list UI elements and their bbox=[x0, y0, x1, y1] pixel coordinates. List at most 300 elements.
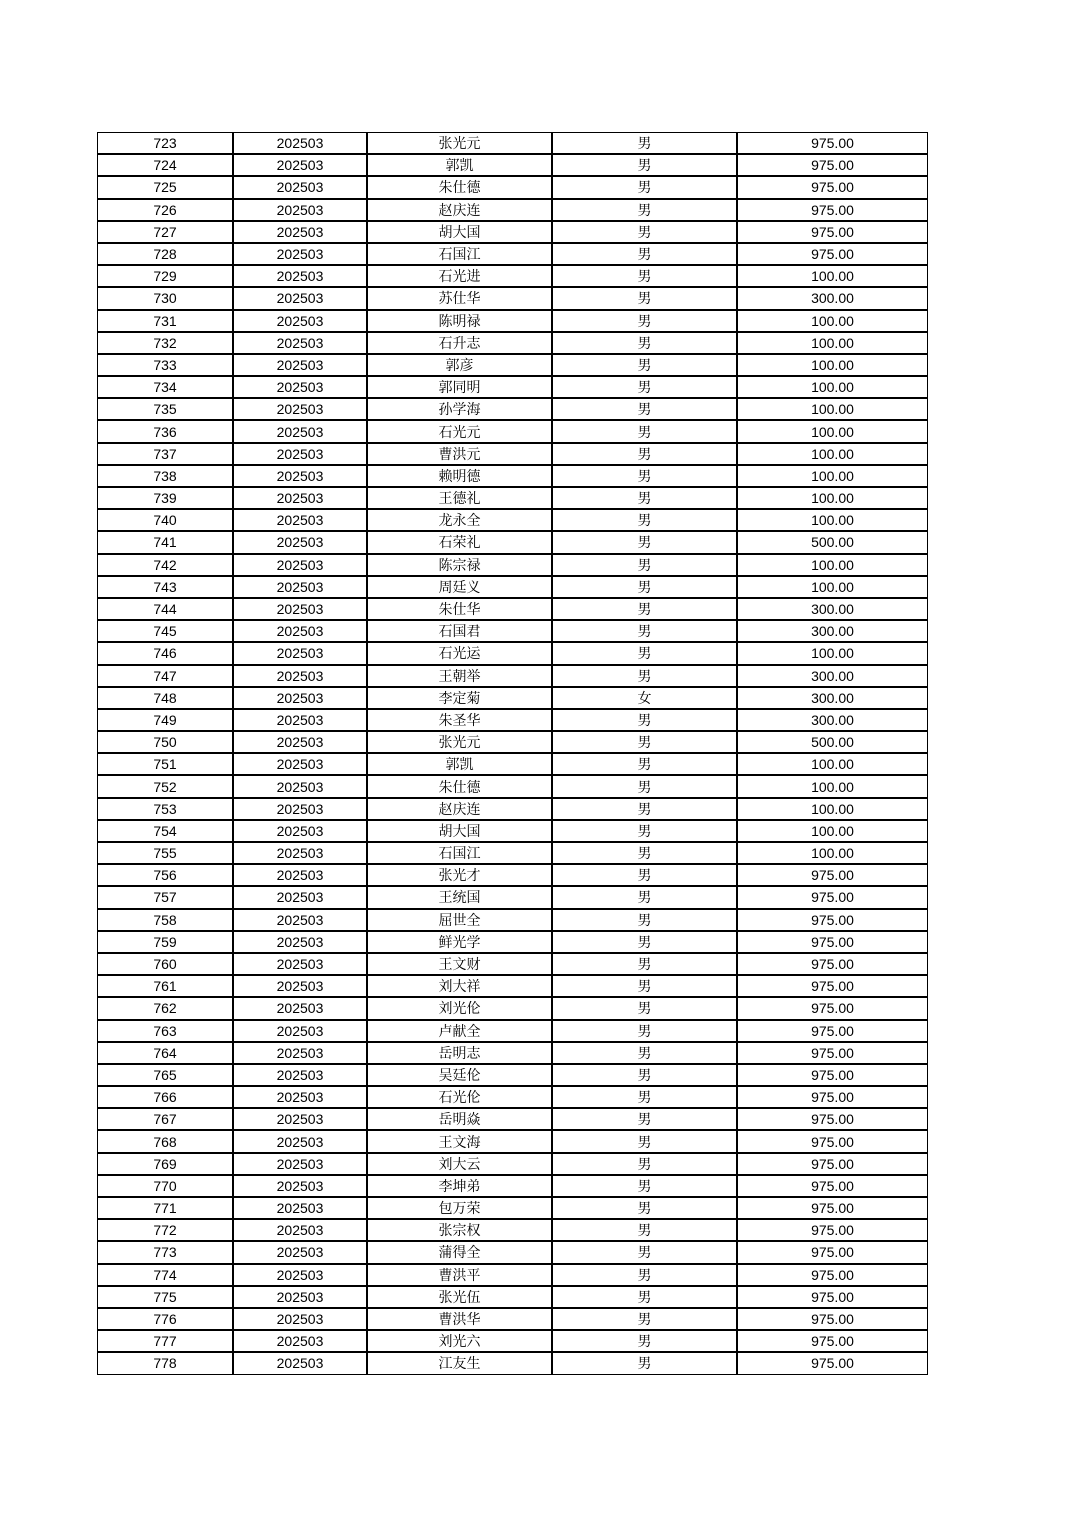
cell-amount: 100.00 bbox=[737, 265, 928, 287]
cell-gender: 男 bbox=[552, 1064, 737, 1086]
cell-name: 张光才 bbox=[367, 864, 552, 886]
cell-amount: 975.00 bbox=[737, 1197, 928, 1219]
cell-period: 202503 bbox=[233, 997, 367, 1019]
cell-amount: 975.00 bbox=[737, 199, 928, 221]
cell-seq: 765 bbox=[97, 1064, 233, 1086]
cell-amount: 975.00 bbox=[737, 1219, 928, 1241]
cell-period: 202503 bbox=[233, 354, 367, 376]
cell-amount: 300.00 bbox=[737, 598, 928, 620]
table-row bbox=[97, 265, 928, 287]
cell-seq: 766 bbox=[97, 1086, 233, 1108]
table-row bbox=[97, 1197, 928, 1219]
cell-gender: 男 bbox=[552, 398, 737, 420]
cell-amount: 975.00 bbox=[737, 953, 928, 975]
table-row bbox=[97, 798, 928, 820]
cell-name: 王文海 bbox=[367, 1130, 552, 1152]
cell-name: 包万荣 bbox=[367, 1197, 552, 1219]
cell-period: 202503 bbox=[233, 1153, 367, 1175]
cell-amount: 975.00 bbox=[737, 1020, 928, 1042]
cell-seq: 764 bbox=[97, 1042, 233, 1064]
cell-gender: 男 bbox=[552, 931, 737, 953]
cell-amount: 100.00 bbox=[737, 554, 928, 576]
cell-name: 陈明禄 bbox=[367, 310, 552, 332]
table-row bbox=[97, 1130, 928, 1152]
cell-gender: 男 bbox=[552, 1175, 737, 1197]
cell-amount: 975.00 bbox=[737, 1042, 928, 1064]
cell-gender: 女 bbox=[552, 687, 737, 709]
cell-gender: 男 bbox=[552, 1219, 737, 1241]
cell-name: 曹洪华 bbox=[367, 1308, 552, 1330]
cell-gender: 男 bbox=[552, 576, 737, 598]
payment-record-table bbox=[97, 132, 928, 1375]
table-row bbox=[97, 1042, 928, 1064]
cell-name: 石荣礼 bbox=[367, 531, 552, 553]
cell-period: 202503 bbox=[233, 709, 367, 731]
cell-period: 202503 bbox=[233, 554, 367, 576]
cell-name: 王文财 bbox=[367, 953, 552, 975]
cell-name: 张光元 bbox=[367, 132, 552, 154]
cell-amount: 100.00 bbox=[737, 775, 928, 797]
cell-period: 202503 bbox=[233, 1064, 367, 1086]
table-row bbox=[97, 775, 928, 797]
cell-period: 202503 bbox=[233, 132, 367, 154]
table-row bbox=[97, 132, 928, 154]
cell-name: 石国江 bbox=[367, 243, 552, 265]
cell-period: 202503 bbox=[233, 176, 367, 198]
cell-period: 202503 bbox=[233, 443, 367, 465]
cell-name: 张宗权 bbox=[367, 1219, 552, 1241]
table-row bbox=[97, 1175, 928, 1197]
cell-gender: 男 bbox=[552, 199, 737, 221]
cell-name: 刘光伦 bbox=[367, 997, 552, 1019]
table-row bbox=[97, 221, 928, 243]
cell-name: 岳明焱 bbox=[367, 1108, 552, 1130]
cell-seq: 745 bbox=[97, 620, 233, 642]
cell-seq: 761 bbox=[97, 975, 233, 997]
cell-gender: 男 bbox=[552, 265, 737, 287]
cell-gender: 男 bbox=[552, 842, 737, 864]
cell-period: 202503 bbox=[233, 310, 367, 332]
table-row bbox=[97, 642, 928, 664]
cell-seq: 768 bbox=[97, 1130, 233, 1152]
table-row bbox=[97, 1153, 928, 1175]
cell-seq: 726 bbox=[97, 199, 233, 221]
cell-seq: 738 bbox=[97, 465, 233, 487]
cell-period: 202503 bbox=[233, 332, 367, 354]
cell-gender: 男 bbox=[552, 221, 737, 243]
cell-seq: 730 bbox=[97, 287, 233, 309]
cell-amount: 100.00 bbox=[737, 487, 928, 509]
table-row bbox=[97, 997, 928, 1019]
table-row bbox=[97, 420, 928, 442]
cell-name: 陈宗禄 bbox=[367, 554, 552, 576]
cell-gender: 男 bbox=[552, 709, 737, 731]
cell-seq: 758 bbox=[97, 909, 233, 931]
cell-gender: 男 bbox=[552, 1286, 737, 1308]
cell-name: 赵庆连 bbox=[367, 199, 552, 221]
cell-gender: 男 bbox=[552, 531, 737, 553]
cell-gender: 男 bbox=[552, 154, 737, 176]
cell-seq: 744 bbox=[97, 598, 233, 620]
cell-period: 202503 bbox=[233, 398, 367, 420]
cell-gender: 男 bbox=[552, 509, 737, 531]
cell-amount: 975.00 bbox=[737, 1330, 928, 1352]
table-row bbox=[97, 354, 928, 376]
table-row bbox=[97, 975, 928, 997]
table-row bbox=[97, 1264, 928, 1286]
cell-amount: 300.00 bbox=[737, 687, 928, 709]
cell-name: 刘大祥 bbox=[367, 975, 552, 997]
cell-amount: 975.00 bbox=[737, 1086, 928, 1108]
cell-name: 郭彦 bbox=[367, 354, 552, 376]
cell-name: 岳明志 bbox=[367, 1042, 552, 1064]
cell-period: 202503 bbox=[233, 531, 367, 553]
table-row bbox=[97, 243, 928, 265]
cell-amount: 975.00 bbox=[737, 1153, 928, 1175]
cell-name: 江友生 bbox=[367, 1352, 552, 1374]
cell-amount: 975.00 bbox=[737, 909, 928, 931]
cell-seq: 728 bbox=[97, 243, 233, 265]
cell-amount: 300.00 bbox=[737, 665, 928, 687]
cell-name: 胡大国 bbox=[367, 221, 552, 243]
cell-gender: 男 bbox=[552, 487, 737, 509]
table-row bbox=[97, 1020, 928, 1042]
cell-gender: 男 bbox=[552, 620, 737, 642]
cell-gender: 男 bbox=[552, 310, 737, 332]
cell-amount: 975.00 bbox=[737, 1286, 928, 1308]
cell-amount: 975.00 bbox=[737, 1064, 928, 1086]
cell-seq: 739 bbox=[97, 487, 233, 509]
cell-gender: 男 bbox=[552, 1020, 737, 1042]
cell-name: 石国君 bbox=[367, 620, 552, 642]
table-row bbox=[97, 287, 928, 309]
cell-period: 202503 bbox=[233, 775, 367, 797]
cell-period: 202503 bbox=[233, 665, 367, 687]
cell-amount: 975.00 bbox=[737, 864, 928, 886]
table-row bbox=[97, 687, 928, 709]
table-row bbox=[97, 554, 928, 576]
cell-gender: 男 bbox=[552, 332, 737, 354]
cell-amount: 100.00 bbox=[737, 798, 928, 820]
cell-gender: 男 bbox=[552, 1153, 737, 1175]
cell-amount: 100.00 bbox=[737, 332, 928, 354]
cell-amount: 975.00 bbox=[737, 1308, 928, 1330]
cell-seq: 760 bbox=[97, 953, 233, 975]
cell-seq: 773 bbox=[97, 1241, 233, 1263]
cell-period: 202503 bbox=[233, 642, 367, 664]
cell-period: 202503 bbox=[233, 909, 367, 931]
cell-period: 202503 bbox=[233, 576, 367, 598]
cell-seq: 733 bbox=[97, 354, 233, 376]
cell-seq: 735 bbox=[97, 398, 233, 420]
cell-name: 王德礼 bbox=[367, 487, 552, 509]
cell-gender: 男 bbox=[552, 287, 737, 309]
cell-name: 赖明德 bbox=[367, 465, 552, 487]
cell-name: 周廷义 bbox=[367, 576, 552, 598]
cell-gender: 男 bbox=[552, 775, 737, 797]
cell-gender: 男 bbox=[552, 975, 737, 997]
cell-period: 202503 bbox=[233, 420, 367, 442]
cell-name: 石光进 bbox=[367, 265, 552, 287]
cell-name: 孙学海 bbox=[367, 398, 552, 420]
cell-period: 202503 bbox=[233, 199, 367, 221]
cell-amount: 975.00 bbox=[737, 1241, 928, 1263]
cell-gender: 男 bbox=[552, 1241, 737, 1263]
cell-period: 202503 bbox=[233, 886, 367, 908]
cell-name: 卢献全 bbox=[367, 1020, 552, 1042]
cell-period: 202503 bbox=[233, 842, 367, 864]
cell-seq: 771 bbox=[97, 1197, 233, 1219]
cell-gender: 男 bbox=[552, 1330, 737, 1352]
table-row bbox=[97, 598, 928, 620]
cell-amount: 100.00 bbox=[737, 753, 928, 775]
cell-period: 202503 bbox=[233, 931, 367, 953]
cell-gender: 男 bbox=[552, 1308, 737, 1330]
cell-gender: 男 bbox=[552, 465, 737, 487]
cell-gender: 男 bbox=[552, 886, 737, 908]
cell-seq: 762 bbox=[97, 997, 233, 1019]
cell-name: 石国江 bbox=[367, 842, 552, 864]
cell-name: 张光元 bbox=[367, 731, 552, 753]
cell-period: 202503 bbox=[233, 1197, 367, 1219]
cell-period: 202503 bbox=[233, 820, 367, 842]
cell-amount: 975.00 bbox=[737, 176, 928, 198]
cell-period: 202503 bbox=[233, 798, 367, 820]
cell-amount: 100.00 bbox=[737, 820, 928, 842]
cell-name: 鲜光学 bbox=[367, 931, 552, 953]
table-row bbox=[97, 176, 928, 198]
cell-period: 202503 bbox=[233, 154, 367, 176]
cell-gender: 男 bbox=[552, 354, 737, 376]
cell-amount: 500.00 bbox=[737, 731, 928, 753]
table-row bbox=[97, 1286, 928, 1308]
cell-seq: 772 bbox=[97, 1219, 233, 1241]
table-row bbox=[97, 443, 928, 465]
cell-seq: 752 bbox=[97, 775, 233, 797]
cell-seq: 723 bbox=[97, 132, 233, 154]
table-row bbox=[97, 665, 928, 687]
cell-name: 朱仕德 bbox=[367, 176, 552, 198]
cell-name: 石光伦 bbox=[367, 1086, 552, 1108]
cell-seq: 731 bbox=[97, 310, 233, 332]
table-row bbox=[97, 376, 928, 398]
cell-name: 刘光六 bbox=[367, 1330, 552, 1352]
cell-gender: 男 bbox=[552, 820, 737, 842]
cell-amount: 975.00 bbox=[737, 1130, 928, 1152]
cell-name: 郭凯 bbox=[367, 753, 552, 775]
cell-name: 龙永全 bbox=[367, 509, 552, 531]
cell-amount: 100.00 bbox=[737, 310, 928, 332]
cell-gender: 男 bbox=[552, 1130, 737, 1152]
cell-amount: 300.00 bbox=[737, 620, 928, 642]
cell-seq: 737 bbox=[97, 443, 233, 465]
cell-amount: 100.00 bbox=[737, 642, 928, 664]
table-row bbox=[97, 509, 928, 531]
cell-period: 202503 bbox=[233, 487, 367, 509]
cell-amount: 975.00 bbox=[737, 886, 928, 908]
cell-gender: 男 bbox=[552, 443, 737, 465]
cell-gender: 男 bbox=[552, 1264, 737, 1286]
cell-gender: 男 bbox=[552, 176, 737, 198]
cell-seq: 774 bbox=[97, 1264, 233, 1286]
table-row bbox=[97, 931, 928, 953]
cell-name: 石升志 bbox=[367, 332, 552, 354]
cell-name: 王统国 bbox=[367, 886, 552, 908]
cell-period: 202503 bbox=[233, 1264, 367, 1286]
cell-seq: 759 bbox=[97, 931, 233, 953]
cell-period: 202503 bbox=[233, 221, 367, 243]
cell-gender: 男 bbox=[552, 1086, 737, 1108]
cell-period: 202503 bbox=[233, 1130, 367, 1152]
cell-seq: 750 bbox=[97, 731, 233, 753]
table-row bbox=[97, 1352, 928, 1374]
cell-seq: 754 bbox=[97, 820, 233, 842]
table-row bbox=[97, 487, 928, 509]
table-body bbox=[97, 132, 928, 1375]
cell-name: 朱仕德 bbox=[367, 775, 552, 797]
cell-seq: 751 bbox=[97, 753, 233, 775]
cell-gender: 男 bbox=[552, 598, 737, 620]
cell-gender: 男 bbox=[552, 798, 737, 820]
cell-period: 202503 bbox=[233, 1086, 367, 1108]
table-row bbox=[97, 310, 928, 332]
table-row bbox=[97, 465, 928, 487]
cell-name: 赵庆连 bbox=[367, 798, 552, 820]
cell-seq: 753 bbox=[97, 798, 233, 820]
table-row bbox=[97, 731, 928, 753]
cell-name: 刘大云 bbox=[367, 1153, 552, 1175]
cell-seq: 741 bbox=[97, 531, 233, 553]
cell-seq: 734 bbox=[97, 376, 233, 398]
table-row bbox=[97, 820, 928, 842]
cell-period: 202503 bbox=[233, 287, 367, 309]
cell-amount: 975.00 bbox=[737, 997, 928, 1019]
cell-period: 202503 bbox=[233, 465, 367, 487]
cell-period: 202503 bbox=[233, 864, 367, 886]
cell-amount: 100.00 bbox=[737, 354, 928, 376]
table-row bbox=[97, 1308, 928, 1330]
table-row bbox=[97, 1108, 928, 1130]
cell-seq: 749 bbox=[97, 709, 233, 731]
cell-amount: 100.00 bbox=[737, 576, 928, 598]
cell-name: 李定菊 bbox=[367, 687, 552, 709]
cell-period: 202503 bbox=[233, 376, 367, 398]
cell-name: 朱圣华 bbox=[367, 709, 552, 731]
cell-seq: 770 bbox=[97, 1175, 233, 1197]
cell-name: 屈世全 bbox=[367, 909, 552, 931]
cell-seq: 775 bbox=[97, 1286, 233, 1308]
cell-name: 石光元 bbox=[367, 420, 552, 442]
cell-gender: 男 bbox=[552, 953, 737, 975]
cell-amount: 975.00 bbox=[737, 132, 928, 154]
table-row bbox=[97, 398, 928, 420]
cell-gender: 男 bbox=[552, 132, 737, 154]
table-row bbox=[97, 1086, 928, 1108]
cell-period: 202503 bbox=[233, 243, 367, 265]
table-row bbox=[97, 709, 928, 731]
cell-amount: 975.00 bbox=[737, 1352, 928, 1374]
table-row bbox=[97, 620, 928, 642]
cell-amount: 300.00 bbox=[737, 709, 928, 731]
cell-seq: 776 bbox=[97, 1308, 233, 1330]
cell-gender: 男 bbox=[552, 909, 737, 931]
cell-period: 202503 bbox=[233, 1020, 367, 1042]
table-row bbox=[97, 1219, 928, 1241]
table-row bbox=[97, 154, 928, 176]
cell-amount: 975.00 bbox=[737, 931, 928, 953]
cell-seq: 740 bbox=[97, 509, 233, 531]
cell-seq: 777 bbox=[97, 1330, 233, 1352]
cell-amount: 975.00 bbox=[737, 1264, 928, 1286]
table-row bbox=[97, 1330, 928, 1352]
cell-seq: 742 bbox=[97, 554, 233, 576]
cell-seq: 747 bbox=[97, 665, 233, 687]
cell-seq: 727 bbox=[97, 221, 233, 243]
cell-seq: 732 bbox=[97, 332, 233, 354]
cell-period: 202503 bbox=[233, 1330, 367, 1352]
cell-gender: 男 bbox=[552, 665, 737, 687]
table-row bbox=[97, 753, 928, 775]
table-row bbox=[97, 332, 928, 354]
cell-name: 郭凯 bbox=[367, 154, 552, 176]
cell-name: 石光运 bbox=[367, 642, 552, 664]
cell-amount: 100.00 bbox=[737, 465, 928, 487]
cell-seq: 729 bbox=[97, 265, 233, 287]
cell-gender: 男 bbox=[552, 753, 737, 775]
cell-period: 202503 bbox=[233, 620, 367, 642]
cell-seq: 756 bbox=[97, 864, 233, 886]
cell-seq: 767 bbox=[97, 1108, 233, 1130]
cell-period: 202503 bbox=[233, 975, 367, 997]
cell-gender: 男 bbox=[552, 243, 737, 265]
cell-name: 张光伍 bbox=[367, 1286, 552, 1308]
cell-name: 胡大国 bbox=[367, 820, 552, 842]
cell-name: 吴廷伦 bbox=[367, 1064, 552, 1086]
table-row bbox=[97, 1064, 928, 1086]
cell-name: 王朝举 bbox=[367, 665, 552, 687]
cell-amount: 975.00 bbox=[737, 1108, 928, 1130]
cell-seq: 778 bbox=[97, 1352, 233, 1374]
cell-amount: 100.00 bbox=[737, 398, 928, 420]
cell-seq: 755 bbox=[97, 842, 233, 864]
cell-name: 蒲得全 bbox=[367, 1241, 552, 1263]
cell-gender: 男 bbox=[552, 997, 737, 1019]
cell-amount: 975.00 bbox=[737, 975, 928, 997]
cell-seq: 743 bbox=[97, 576, 233, 598]
cell-seq: 746 bbox=[97, 642, 233, 664]
cell-amount: 975.00 bbox=[737, 1175, 928, 1197]
cell-period: 202503 bbox=[233, 1308, 367, 1330]
cell-period: 202503 bbox=[233, 753, 367, 775]
cell-gender: 男 bbox=[552, 376, 737, 398]
cell-gender: 男 bbox=[552, 1108, 737, 1130]
cell-amount: 100.00 bbox=[737, 443, 928, 465]
cell-period: 202503 bbox=[233, 953, 367, 975]
cell-seq: 763 bbox=[97, 1020, 233, 1042]
cell-period: 202503 bbox=[233, 265, 367, 287]
cell-amount: 100.00 bbox=[737, 376, 928, 398]
cell-period: 202503 bbox=[233, 687, 367, 709]
cell-gender: 男 bbox=[552, 864, 737, 886]
cell-seq: 725 bbox=[97, 176, 233, 198]
cell-seq: 724 bbox=[97, 154, 233, 176]
cell-name: 曹洪平 bbox=[367, 1264, 552, 1286]
cell-amount: 975.00 bbox=[737, 221, 928, 243]
cell-seq: 736 bbox=[97, 420, 233, 442]
cell-gender: 男 bbox=[552, 642, 737, 664]
cell-amount: 100.00 bbox=[737, 509, 928, 531]
cell-amount: 975.00 bbox=[737, 154, 928, 176]
